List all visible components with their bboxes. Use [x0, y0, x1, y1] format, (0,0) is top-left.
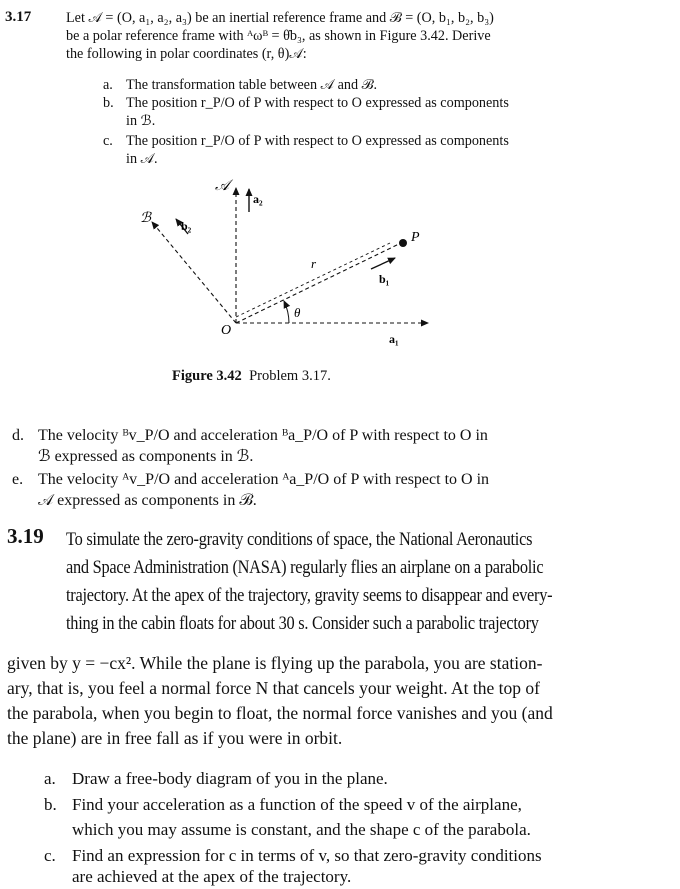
problem-3-19-body-line: ary, that is, you feel a normal force N that cancels your weight. At the top of [7, 678, 540, 698]
label-point-p: P [411, 230, 420, 245]
item-e-text-cont: 𝒜 expressed as components in ℬ. [38, 492, 257, 509]
item-319-a-text: Draw a free-body diagram of you in the plane. [72, 769, 388, 788]
problem-3-19-body-line: given by y = −cx². While the plane is flying up the parabola, you are station- [7, 653, 543, 673]
radial-line-r-outer [236, 243, 390, 317]
problem-3-19-line: To simulate the zero-gravity conditions of space, the National Aeronautics [66, 529, 533, 550]
item-label-d: d. [12, 427, 24, 444]
item-c-text-cont: in 𝒜. [126, 151, 158, 167]
radial-line-r [236, 244, 399, 323]
item-c-text: The position r_P/O of P with respect to O expressed as components [126, 133, 509, 149]
item-d-text: The velocity ᴮv_P/O and acceleration ᴮa_P/O of P with respect to O in [38, 427, 488, 444]
item-319-c-text: Find an expression for c in terms of v, so that zero-gravity conditions [72, 846, 542, 865]
item-label-c: c. [103, 133, 113, 149]
figure-caption-number: Figure 3.42 [172, 368, 242, 384]
label-frame-a: 𝒜 [215, 178, 230, 194]
problem-3-19-line: thing in the cabin floats for about 30 s. Consider such a parabolic trajectory [66, 613, 539, 634]
figure-3-42 [0, 165, 680, 385]
unit-vector-b1-arrow [371, 258, 395, 269]
axis-b2 [152, 222, 236, 323]
label-r: r [311, 256, 317, 271]
point-p [399, 239, 407, 247]
label-b2: b₂ [181, 219, 192, 233]
problem-3-17-intro-line: be a polar reference frame with ᴬωᴮ = θ̇b₃, as shown in Figure 3.42. Derive [66, 28, 491, 44]
problem-3-19-body-line: the plane) are in free fall as if you were in orbit. [7, 728, 343, 748]
item-b-text-cont: in ℬ. [126, 113, 156, 129]
problem-3-17-intro-line: Let 𝒜 = (O, a₁, a₂, a₃) be an inertial reference frame and ℬ = (O, b₁, b₂, b₃) [66, 10, 494, 26]
item-319-b-text: Find your acceleration as a function of the speed v of the airplane, [72, 795, 522, 814]
label-b1: b₁ [379, 272, 390, 286]
problem-3-19-body-line: the parabola, when you begin to float, the normal force vanishes and you (and [7, 703, 553, 723]
figure-caption [172, 368, 331, 385]
item-label-e: e. [12, 471, 24, 488]
item-e-text: The velocity ᴬv_P/O and acceleration ᴬa_P/O of P with respect to O in [38, 471, 490, 488]
label-a1: a₁ [389, 332, 399, 346]
item-319-label-a: a. [44, 769, 56, 788]
item-d-text-cont: ℬ expressed as components in ℬ. [38, 448, 254, 465]
item-label-b: b. [103, 95, 114, 111]
item-a-text: The transformation table between 𝒜 and ℬ. [126, 77, 378, 93]
item-319-c-text-cont: are achieved at the apex of the trajectory. [72, 867, 352, 886]
problem-3-19-line: and Space Administration (NASA) regularly flies an airplane on a parabolic [66, 557, 544, 578]
item-319-label-c: c. [44, 846, 56, 865]
item-label-a: a. [103, 77, 113, 93]
label-frame-b: ℬ [140, 211, 152, 226]
label-a2: a₂ [253, 192, 263, 206]
label-origin-o: O [221, 323, 232, 338]
item-319-b-text-cont: which you may assume is constant, and the shape c of the parabola. [72, 820, 531, 839]
figure-caption-text: Problem 3.17. [249, 368, 331, 384]
problem-number-3-17: 3.17 [5, 9, 32, 25]
problem-number-3-19: 3.19 [7, 524, 44, 548]
item-b-text: The position r_P/O of P with respect to O expressed as components [126, 95, 509, 111]
problem-3-19-line: trajectory. At the apex of the trajectory, gravity seems to disappear and every- [66, 585, 553, 606]
problem-3-17-intro-line: the following in polar coordinates (r, θ)𝒜: [66, 46, 307, 62]
theta-arc [284, 301, 289, 323]
item-319-label-b: b. [44, 795, 57, 814]
label-theta: θ [294, 305, 301, 320]
